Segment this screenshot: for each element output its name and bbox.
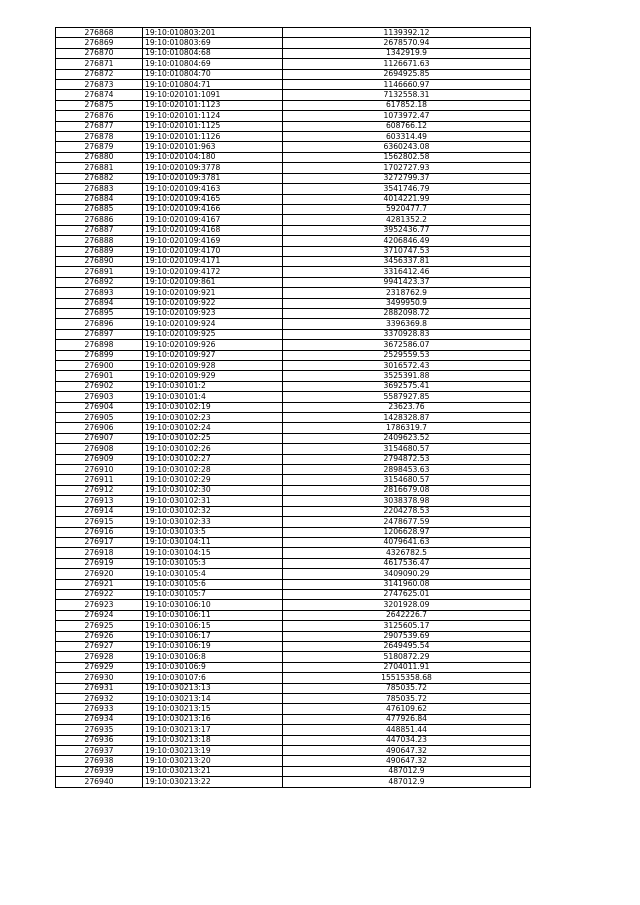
cadastral-number-cell: 19:10:020101:1091 (143, 90, 283, 100)
value-cell: 3952436.77 (283, 225, 531, 235)
cadastral-number-cell: 19:10:020109:927 (143, 350, 283, 360)
row-number-cell: 276912 (56, 485, 143, 495)
table-row (56, 714, 531, 724)
row-number-cell: 276923 (56, 600, 143, 610)
row-number-cell: 276933 (56, 704, 143, 714)
row-number-cell: 276916 (56, 527, 143, 537)
cadastral-number-cell: 19:10:030101:4 (143, 392, 283, 402)
value-cell: 2649495.54 (283, 641, 531, 651)
row-number-cell: 276914 (56, 506, 143, 516)
table-row (56, 631, 531, 641)
cadastral-number-cell: 19:10:020109:925 (143, 329, 283, 339)
table-row (56, 184, 531, 194)
value-cell: 3710747.53 (283, 246, 531, 256)
value-cell: 3409090.29 (283, 569, 531, 579)
value-cell: 3154680.57 (283, 475, 531, 485)
value-cell: 2204278.53 (283, 506, 531, 516)
value-cell: 2907539.69 (283, 631, 531, 641)
value-cell: 2794872.53 (283, 454, 531, 464)
row-number-cell: 276876 (56, 111, 143, 121)
cadastral-number-cell: 19:10:030106:17 (143, 631, 283, 641)
table-row (56, 485, 531, 495)
table-row (56, 527, 531, 537)
row-number-cell: 276918 (56, 548, 143, 558)
value-cell: 5920477.7 (283, 204, 531, 214)
row-number-cell: 276892 (56, 277, 143, 287)
value-cell: 5587927.85 (283, 392, 531, 402)
row-number-cell: 276906 (56, 423, 143, 433)
cadastral-number-cell: 19:10:020109:3778 (143, 163, 283, 173)
value-cell: 608766.12 (283, 121, 531, 131)
value-cell: 2478677.59 (283, 517, 531, 527)
value-cell: 3201928.09 (283, 600, 531, 610)
cadastral-number-cell: 19:10:020109:922 (143, 298, 283, 308)
table-row (56, 204, 531, 214)
row-number-cell: 276897 (56, 329, 143, 339)
value-cell: 490647.32 (283, 746, 531, 756)
value-cell: 3525391.88 (283, 371, 531, 381)
value-cell: 1139392.12 (283, 28, 531, 38)
row-number-cell: 276922 (56, 589, 143, 599)
value-cell: 4014221.99 (283, 194, 531, 204)
row-number-cell: 276931 (56, 683, 143, 693)
value-cell: 4079641.63 (283, 537, 531, 547)
value-cell: 603314.49 (283, 132, 531, 142)
cadastral-number-cell: 19:10:030102:24 (143, 423, 283, 433)
cadastral-number-cell: 19:10:010803:201 (143, 28, 283, 38)
table-row (56, 256, 531, 266)
row-number-cell: 276911 (56, 475, 143, 485)
cadastral-number-cell: 19:10:020109:4165 (143, 194, 283, 204)
cadastral-number-cell: 19:10:030105:4 (143, 569, 283, 579)
row-number-cell: 276888 (56, 236, 143, 246)
table-row (56, 371, 531, 381)
row-number-cell: 276880 (56, 152, 143, 162)
cadastral-number-cell: 19:10:020109:861 (143, 277, 283, 287)
table-row (56, 683, 531, 693)
cadastral-number-cell: 19:10:010804:71 (143, 80, 283, 90)
row-number-cell: 276879 (56, 142, 143, 152)
row-number-cell: 276887 (56, 225, 143, 235)
table-row (56, 766, 531, 776)
cadastral-number-cell: 19:10:030213:18 (143, 735, 283, 745)
value-cell: 1146660.97 (283, 80, 531, 90)
row-number-cell: 276924 (56, 610, 143, 620)
table-row (56, 163, 531, 173)
cadastral-number-cell: 19:10:020109:4163 (143, 184, 283, 194)
cadastral-number-cell: 19:10:030102:31 (143, 496, 283, 506)
row-number-cell: 276900 (56, 361, 143, 371)
row-number-cell: 276868 (56, 28, 143, 38)
row-number-cell: 276921 (56, 579, 143, 589)
value-cell: 447034.23 (283, 735, 531, 745)
cadastral-number-cell: 19:10:010803:69 (143, 38, 283, 48)
cadastral-number-cell: 19:10:030105:7 (143, 589, 283, 599)
table-row (56, 350, 531, 360)
table-row (56, 548, 531, 558)
row-number-cell: 276895 (56, 308, 143, 318)
table-row (56, 746, 531, 756)
table-row (56, 475, 531, 485)
cadastral-number-cell: 19:10:020101:1126 (143, 132, 283, 142)
value-cell: 2642226.7 (283, 610, 531, 620)
row-number-cell: 276884 (56, 194, 143, 204)
table-row (56, 465, 531, 475)
cadastral-number-cell: 19:10:030106:8 (143, 652, 283, 662)
cadastral-number-cell: 19:10:030213:13 (143, 683, 283, 693)
row-number-cell: 276898 (56, 340, 143, 350)
row-number-cell: 276940 (56, 777, 143, 787)
cadastral-number-cell: 19:10:020109:923 (143, 308, 283, 318)
value-cell: 9941423.37 (283, 277, 531, 287)
value-cell: 2529559.53 (283, 350, 531, 360)
row-number-cell: 276904 (56, 402, 143, 412)
cadastral-value-table (55, 27, 531, 788)
cadastral-number-cell: 19:10:030102:32 (143, 506, 283, 516)
table-row (56, 246, 531, 256)
row-number-cell: 276908 (56, 444, 143, 454)
table-row (56, 215, 531, 225)
value-cell: 1562802.58 (283, 152, 531, 162)
table-row (56, 308, 531, 318)
cadastral-number-cell: 19:10:020101:963 (143, 142, 283, 152)
value-cell: 3370928.83 (283, 329, 531, 339)
table-row (56, 496, 531, 506)
value-cell: 4281352.2 (283, 215, 531, 225)
value-cell: 2694925.85 (283, 69, 531, 79)
row-number-cell: 276889 (56, 246, 143, 256)
value-cell: 487012.9 (283, 777, 531, 787)
table-row (56, 506, 531, 516)
value-cell: 2816679.08 (283, 485, 531, 495)
cadastral-number-cell: 19:10:030107:6 (143, 673, 283, 683)
table-row (56, 288, 531, 298)
cadastral-number-cell: 19:10:030103:5 (143, 527, 283, 537)
row-number-cell: 276910 (56, 465, 143, 475)
value-cell: 7132558.31 (283, 90, 531, 100)
table-row (56, 454, 531, 464)
value-cell: 2747625.01 (283, 589, 531, 599)
cadastral-number-cell: 19:10:010804:68 (143, 48, 283, 58)
table-row (56, 725, 531, 735)
cadastral-number-cell: 19:10:020109:921 (143, 288, 283, 298)
value-cell: 1428328.87 (283, 413, 531, 423)
cadastral-number-cell: 19:10:020101:1124 (143, 111, 283, 121)
cadastral-number-cell: 19:10:010804:70 (143, 69, 283, 79)
value-cell: 15515358.68 (283, 673, 531, 683)
table-row (56, 225, 531, 235)
cadastral-number-cell: 19:10:020109:4172 (143, 267, 283, 277)
value-cell: 2318762.9 (283, 288, 531, 298)
cadastral-number-cell: 19:10:020101:1123 (143, 100, 283, 110)
cadastral-number-cell: 19:10:030105:6 (143, 579, 283, 589)
value-cell: 1786319.7 (283, 423, 531, 433)
cadastral-number-cell: 19:10:030213:17 (143, 725, 283, 735)
table-row (56, 558, 531, 568)
cadastral-number-cell: 19:10:030102:33 (143, 517, 283, 527)
table-row (56, 28, 531, 38)
value-cell: 785035.72 (283, 683, 531, 693)
row-number-cell: 276915 (56, 517, 143, 527)
row-number-cell: 276893 (56, 288, 143, 298)
value-cell: 2882098.72 (283, 308, 531, 318)
cadastral-number-cell: 19:10:030213:16 (143, 714, 283, 724)
row-number-cell: 276932 (56, 694, 143, 704)
row-number-cell: 276871 (56, 59, 143, 69)
cadastral-number-cell: 19:10:020109:929 (143, 371, 283, 381)
value-cell: 1073972.47 (283, 111, 531, 121)
row-number-cell: 276891 (56, 267, 143, 277)
cadastral-number-cell: 19:10:030106:10 (143, 600, 283, 610)
cadastral-number-cell: 19:10:030213:14 (143, 694, 283, 704)
cadastral-number-cell: 19:10:030106:19 (143, 641, 283, 651)
value-cell: 2704011.91 (283, 662, 531, 672)
cadastral-number-cell: 19:10:030102:23 (143, 413, 283, 423)
row-number-cell: 276917 (56, 537, 143, 547)
value-cell: 4326782.5 (283, 548, 531, 558)
cadastral-number-cell: 19:10:020109:924 (143, 319, 283, 329)
row-number-cell: 276901 (56, 371, 143, 381)
value-cell: 448851.44 (283, 725, 531, 735)
table-row (56, 652, 531, 662)
table-row (56, 132, 531, 142)
cadastral-number-cell: 19:10:020109:3781 (143, 173, 283, 183)
table-row (56, 662, 531, 672)
value-cell: 476109.62 (283, 704, 531, 714)
row-number-cell: 276925 (56, 621, 143, 631)
cadastral-number-cell: 19:10:030213:19 (143, 746, 283, 756)
row-number-cell: 276939 (56, 766, 143, 776)
row-number-cell: 276873 (56, 80, 143, 90)
table-row (56, 38, 531, 48)
value-cell: 3692575.41 (283, 381, 531, 391)
cadastral-number-cell: 19:10:020109:4171 (143, 256, 283, 266)
table-row (56, 267, 531, 277)
value-cell: 490647.32 (283, 756, 531, 766)
value-cell: 4206846.49 (283, 236, 531, 246)
table-row (56, 152, 531, 162)
table-row (56, 641, 531, 651)
value-cell: 487012.9 (283, 766, 531, 776)
row-number-cell: 276886 (56, 215, 143, 225)
row-number-cell: 276920 (56, 569, 143, 579)
table-row (56, 340, 531, 350)
value-cell: 6360243.08 (283, 142, 531, 152)
row-number-cell: 276899 (56, 350, 143, 360)
cadastral-number-cell: 19:10:020109:928 (143, 361, 283, 371)
cadastral-number-cell: 19:10:030102:26 (143, 444, 283, 454)
cadastral-number-cell: 19:10:030102:28 (143, 465, 283, 475)
table-row (56, 100, 531, 110)
row-number-cell: 276878 (56, 132, 143, 142)
table-row (56, 236, 531, 246)
cadastral-number-cell: 19:10:020109:4167 (143, 215, 283, 225)
row-number-cell: 276928 (56, 652, 143, 662)
row-number-cell: 276883 (56, 184, 143, 194)
value-cell: 4617536.47 (283, 558, 531, 568)
cadastral-number-cell: 19:10:020109:4169 (143, 236, 283, 246)
table-row (56, 402, 531, 412)
cadastral-number-cell: 19:10:030213:22 (143, 777, 283, 787)
row-number-cell: 276936 (56, 735, 143, 745)
value-cell: 477926.84 (283, 714, 531, 724)
table-row (56, 433, 531, 443)
row-number-cell: 276927 (56, 641, 143, 651)
cadastral-number-cell: 19:10:030102:27 (143, 454, 283, 464)
table-row (56, 756, 531, 766)
row-number-cell: 276903 (56, 392, 143, 402)
row-number-cell: 276919 (56, 558, 143, 568)
cadastral-number-cell: 19:10:030105:3 (143, 558, 283, 568)
table-row (56, 361, 531, 371)
value-cell: 2409623.52 (283, 433, 531, 443)
table-row (56, 80, 531, 90)
value-cell: 3154680.57 (283, 444, 531, 454)
row-number-cell: 276907 (56, 433, 143, 443)
value-cell: 3456337.81 (283, 256, 531, 266)
value-cell: 3499950.9 (283, 298, 531, 308)
table-row (56, 704, 531, 714)
cadastral-number-cell: 19:10:030106:15 (143, 621, 283, 631)
table-row (56, 277, 531, 287)
cadastral-number-cell: 19:10:030213:15 (143, 704, 283, 714)
row-number-cell: 276881 (56, 163, 143, 173)
cadastral-number-cell: 19:10:020109:4168 (143, 225, 283, 235)
cadastral-number-cell: 19:10:030106:9 (143, 662, 283, 672)
table-row (56, 111, 531, 121)
cadastral-number-cell: 19:10:030102:30 (143, 485, 283, 495)
cadastral-number-cell: 19:10:030213:21 (143, 766, 283, 776)
row-number-cell: 276938 (56, 756, 143, 766)
row-number-cell: 276913 (56, 496, 143, 506)
value-cell: 5180872.29 (283, 652, 531, 662)
value-cell: 1206628.97 (283, 527, 531, 537)
cadastral-number-cell: 19:10:010804:69 (143, 59, 283, 69)
value-cell: 1126671.63 (283, 59, 531, 69)
table-row (56, 392, 531, 402)
table-row (56, 517, 531, 527)
value-cell: 3272799.37 (283, 173, 531, 183)
value-cell: 1342919.9 (283, 48, 531, 58)
cadastral-number-cell: 19:10:020104:180 (143, 152, 283, 162)
table-row (56, 319, 531, 329)
table-row (56, 777, 531, 787)
table-row (56, 329, 531, 339)
table-row (56, 537, 531, 547)
table-row (56, 413, 531, 423)
value-cell: 3016572.43 (283, 361, 531, 371)
table-row (56, 610, 531, 620)
value-cell: 3396369.8 (283, 319, 531, 329)
row-number-cell: 276934 (56, 714, 143, 724)
value-cell: 1702727.93 (283, 163, 531, 173)
row-number-cell: 276937 (56, 746, 143, 756)
row-number-cell: 276896 (56, 319, 143, 329)
table-row (56, 90, 531, 100)
row-number-cell: 276909 (56, 454, 143, 464)
row-number-cell: 276926 (56, 631, 143, 641)
table-row (56, 69, 531, 79)
value-cell: 23623.76 (283, 402, 531, 412)
table-row (56, 444, 531, 454)
row-number-cell: 276875 (56, 100, 143, 110)
row-number-cell: 276882 (56, 173, 143, 183)
row-number-cell: 276870 (56, 48, 143, 58)
value-cell: 2898453.63 (283, 465, 531, 475)
value-cell: 2678570.94 (283, 38, 531, 48)
table-row (56, 579, 531, 589)
value-cell: 3141960.08 (283, 579, 531, 589)
value-cell: 617852.18 (283, 100, 531, 110)
row-number-cell: 276905 (56, 413, 143, 423)
cadastral-number-cell: 19:10:030104:11 (143, 537, 283, 547)
table-row (56, 194, 531, 204)
cadastral-number-cell: 19:10:030102:19 (143, 402, 283, 412)
value-cell: 3672586.07 (283, 340, 531, 350)
cadastral-number-cell: 19:10:020109:926 (143, 340, 283, 350)
row-number-cell: 276930 (56, 673, 143, 683)
table-row (56, 589, 531, 599)
table-row (56, 621, 531, 631)
value-cell: 3038378.98 (283, 496, 531, 506)
table-row (56, 381, 531, 391)
value-cell: 3125605.17 (283, 621, 531, 631)
cadastral-number-cell: 19:10:020101:1125 (143, 121, 283, 131)
row-number-cell: 276902 (56, 381, 143, 391)
table-row (56, 735, 531, 745)
table-body (56, 28, 531, 788)
table-row (56, 600, 531, 610)
value-cell: 3541746.79 (283, 184, 531, 194)
table-row (56, 121, 531, 131)
row-number-cell: 276890 (56, 256, 143, 266)
table-row (56, 173, 531, 183)
row-number-cell: 276894 (56, 298, 143, 308)
table-row (56, 142, 531, 152)
cadastral-number-cell: 19:10:020109:4166 (143, 204, 283, 214)
table-row (56, 59, 531, 69)
cadastral-number-cell: 19:10:030102:25 (143, 433, 283, 443)
row-number-cell: 276885 (56, 204, 143, 214)
table-row (56, 48, 531, 58)
cadastral-number-cell: 19:10:030102:29 (143, 475, 283, 485)
table-row (56, 423, 531, 433)
cadastral-number-cell: 19:10:030104:15 (143, 548, 283, 558)
row-number-cell: 276874 (56, 90, 143, 100)
cadastral-number-cell: 19:10:030213:20 (143, 756, 283, 766)
row-number-cell: 276877 (56, 121, 143, 131)
cadastral-number-cell: 19:10:030106:11 (143, 610, 283, 620)
table-row (56, 694, 531, 704)
cadastral-number-cell: 19:10:020109:4170 (143, 246, 283, 256)
row-number-cell: 276929 (56, 662, 143, 672)
value-cell: 785035.72 (283, 694, 531, 704)
value-cell: 3316412.46 (283, 267, 531, 277)
table-row (56, 569, 531, 579)
row-number-cell: 276869 (56, 38, 143, 48)
table-row (56, 673, 531, 683)
row-number-cell: 276935 (56, 725, 143, 735)
table-row (56, 298, 531, 308)
row-number-cell: 276872 (56, 69, 143, 79)
cadastral-number-cell: 19:10:030101:2 (143, 381, 283, 391)
